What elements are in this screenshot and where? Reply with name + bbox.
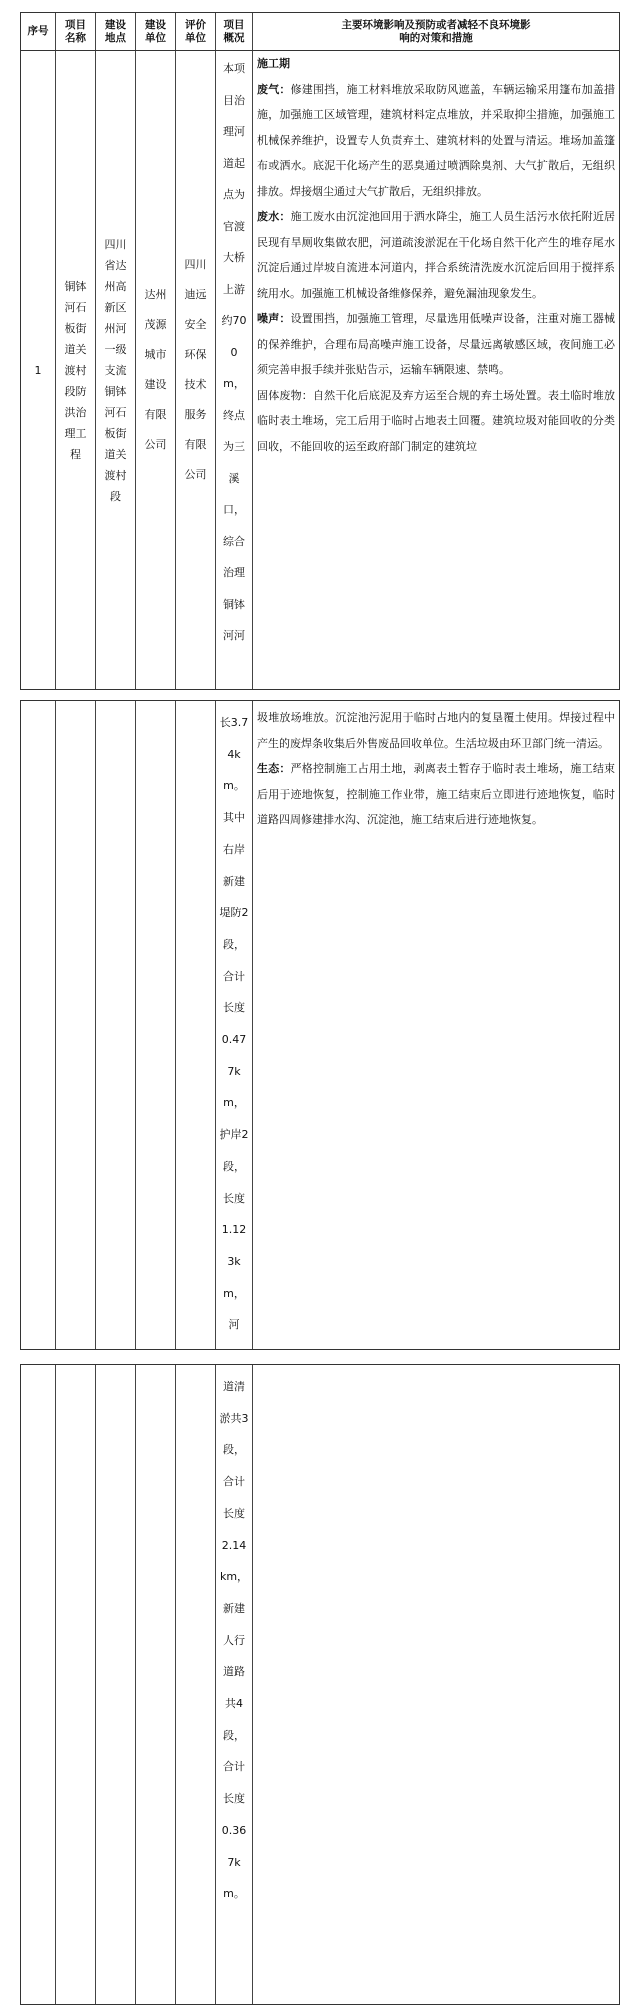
cell-location-empty-2 (96, 701, 136, 1349)
header-overview (216, 13, 253, 50)
table-row-segment-3 (20, 1364, 620, 2005)
header-location (96, 13, 136, 50)
cell-seq (21, 51, 56, 689)
header-measures-label: 主要环境影响及预防或者减轻不良环境影响的对策和措施 (341, 18, 531, 44)
cell-seq-empty-3 (21, 1365, 56, 2004)
row-overview-part2: 长3.74km。其中右岸新建堤防2段，合计长度0.477km，护岸2段，长度1.123km，河 (219, 716, 249, 1332)
header-overview-label: 项目概况 (223, 18, 245, 44)
cell-overview-2 (216, 701, 253, 1349)
eco-text: 严格控制施工占用土地，剥离表土暂存于临时表土堆场，施工结束后用于迹地恢复，控制施工作业带，施工结束后立即进行迹地恢复，临时道路四周修建排水沟、沉淀池，施工结束后进行迹地恢复。 (257, 762, 616, 826)
water-text: 施工废水由沉淀池回用于洒水降尘，施工人员生活污水依托附近居民现有旱厕收集做农肥，河道疏浚淤泥在干化场自然干化产生的堆存尾水沉淀后通过岸坡自流进本河道内，拌合系统清洗废水沉淀后回用于搅拌系统用水。加强施工机械设备维修保养，避免漏油现象发生。 (257, 210, 616, 300)
row-project-name: 铜钵河石板街道关渡村段防洪治理工程 (64, 279, 87, 461)
cell-eval-empty-3 (176, 1365, 216, 2004)
measure-gas (257, 77, 615, 205)
row-build-unit: 达州茂源城市建设有限公司 (144, 288, 167, 451)
header-seq (21, 13, 56, 50)
gas-text: 修建围挡，施工材料堆放采取防风遮盖，车辆运输采用篷布加盖措施，加强施工区域管理，建筑材料定点堆放，并采取抑尘措施，加强施工机械保养维护，设置专人负责弃土、建筑材料的处置与清运。堆场加盖篷布或洒水。底泥干化场产生的恶臭通过喷洒除臭剂、大气扩散后，无组织排放。焊接烟尘通过大气扩散后，无组织排放。 (257, 82, 616, 198)
cell-location-empty-3 (96, 1365, 136, 2004)
cell-overview (216, 51, 253, 689)
cell-location (96, 51, 136, 689)
measure-solid-1 (257, 383, 615, 460)
header-measures (253, 13, 619, 50)
cell-measures (253, 51, 619, 689)
cell-eval-empty-2 (176, 701, 216, 1349)
solid-text-2: 圾堆放场堆放。沉淀池污泥用于临时占地内的复垦覆土使用。焊接过程中产生的废焊条收集后外售废品回收单位。生活垃圾由环卫部门统一清运。 (257, 711, 615, 750)
cell-name-empty-3 (56, 1365, 96, 2004)
noise-text: 设置围挡，加强施工管理，尽量选用低噪声设备，注重对施工器械的保养维护，合理布局高噪声施工设备，尽量远离敏感区域，夜间施工必须完善申报手续并张贴告示，运输车辆限速、禁鸣。 (257, 312, 616, 376)
header-eval-label: 评价单位 (185, 18, 206, 44)
header-name (56, 13, 96, 50)
water-label: 废水： (257, 210, 291, 223)
header-location-label: 建设地点 (105, 18, 126, 44)
table-row-segment-1 (20, 50, 620, 690)
measure-water (257, 204, 615, 306)
cell-name-empty-2 (56, 701, 96, 1349)
cell-measures-empty-3 (253, 1365, 619, 2004)
row-overview-part1: 本项目治理河道起点为官渡大桥上游约700m，终点为三溪口，综合治理铜钵河河 (221, 62, 247, 642)
cell-seq-empty-2 (21, 701, 56, 1349)
measure-eco (257, 756, 615, 833)
header-eval (176, 13, 216, 50)
measure-solid-2 (257, 705, 615, 756)
row-overview-part3: 道清淤共3段，合计长度2.14km，新建人行道路共4段，合计长度0.367km。 (219, 1380, 249, 1901)
row-location: 四川省达州高新区州河一级支流铜钵河石板街道关渡村段 (104, 237, 127, 503)
gas-label: 废气： (257, 82, 291, 96)
cell-unit-empty-2 (136, 701, 176, 1349)
table-header (20, 12, 620, 50)
eco-label: 生态： (257, 762, 291, 775)
cell-measures-2 (253, 701, 619, 1349)
phase-title-text: 施工期 (257, 57, 290, 70)
cell-eval (176, 51, 216, 689)
cell-unit (136, 51, 176, 689)
cell-name (56, 51, 96, 689)
header-seq-label: 序号 (27, 25, 49, 37)
noise-label: 噪声： (257, 312, 291, 325)
measure-noise (257, 306, 615, 383)
header-name-label: 项目名称 (65, 18, 86, 44)
table-row-segment-2 (20, 700, 620, 1350)
header-unit (136, 13, 176, 50)
row-seq: 1 (34, 363, 42, 377)
phase-title (257, 51, 615, 77)
cell-unit-empty-3 (136, 1365, 176, 2004)
solid-text-1: 固体废物：自然干化后底泥及弃方运至合规的弃土场处置。表土临时堆放临时表土堆场，完工后用于临时占地表土回覆。建筑垃圾对能回收的分类回收，不能回收的运至政府部门制定的建筑垃 (257, 388, 615, 453)
cell-overview-3 (216, 1365, 253, 2004)
header-unit-label: 建设单位 (145, 18, 166, 44)
row-eval-unit: 四川迪远安全环保技术服务有限公司 (184, 258, 207, 481)
